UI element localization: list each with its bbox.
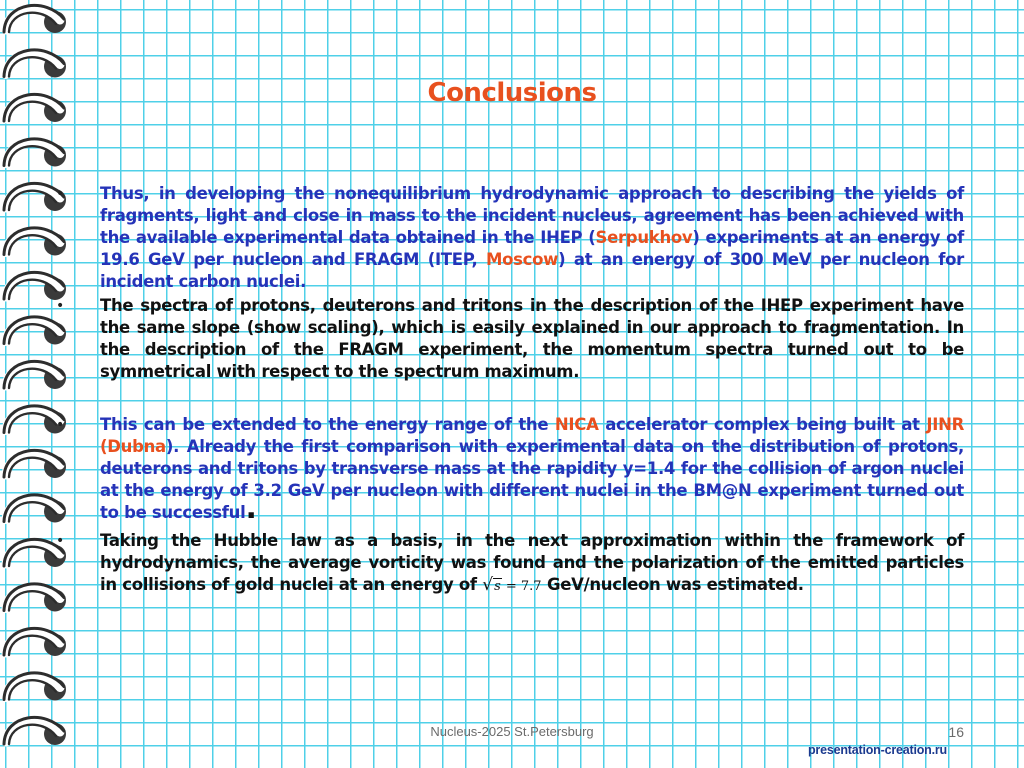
bullet-marker: • (56, 298, 64, 314)
bullet-item-2 (56, 295, 964, 383)
highlight-moscow: Moscow (485, 250, 559, 269)
bullet-marker: • (56, 533, 64, 549)
spiral-ring (4, 673, 66, 701)
slide-title: Conclusions (427, 78, 597, 108)
spiral-ring (4, 50, 66, 78)
footer-conference: Nucleus-2025 St.Petersburg (430, 724, 594, 739)
page-number: 16 (948, 724, 964, 740)
bullet-text-spectra: The spectra of protons, deuterons and tritons in the description of the IHEP experiment have the same slope (show scaling), which is easily explained in our approach to fragmentation. In the description of the FRAGM experiment, the momentum spectra turned out to be symmetrical with respect to the spectrum maximum. (100, 296, 964, 381)
large-period: . (245, 491, 257, 526)
sqrt-s-formula: √s = 7.7 (482, 575, 542, 595)
spiral-ring (4, 628, 66, 656)
bullet-text-hubble: Taking the Hubble law as a basis, in the next approximation within the framework of hydrodynamics, the average vorticity was found and the polarization of the emitted particles in collisions of gold nuclei at an energy of √s = 7.7 GeV/nucleon was estimated. (100, 531, 964, 595)
spiral-ring (4, 5, 66, 33)
highlight-nica: NICA (554, 415, 599, 434)
bullet-marker: • (56, 186, 64, 202)
bullet-text-nica: This can be extended to the energy range of the NICA accelerator complex being built at JINR (Dubna). Already the first comparison with experimental data on the distribution of protons, deuterons and tritons by transverse mass at the rapidity y=1.4 for the collision of argon nuclei at the energy of 3.2 GeV per nucleon with different nuclei in the BM@N experiment turned out to be successful. (100, 415, 964, 526)
watermark-link[interactable]: presentation-creation.ru (808, 743, 947, 757)
conclusions-list (56, 183, 964, 598)
bullet-item-4 (56, 530, 964, 598)
highlight-serpukhov: Serpukhov (595, 228, 693, 247)
highlight-jinr-dubna: JINR (Dubna (100, 415, 964, 456)
bullet-item-3 (56, 414, 964, 524)
bullet-item-1 (56, 183, 964, 293)
spiral-ring (4, 139, 66, 167)
bullet-text-ihep-fragm: Thus, in developing the nonequilibrium hydrodynamic approach to describing the yields of fragments, light and close in mass to the incident nucleus, agreement has been achieved with the available experimental data obtained in the IHEP (Serpukhov) experiments at an energy of 19.6 GeV per nucleon and FRAGM (ITEP, Moscow) at an energy of 300 MeV per nucleon for incident carbon nuclei. (100, 184, 965, 291)
bullet-marker: • (56, 417, 64, 433)
